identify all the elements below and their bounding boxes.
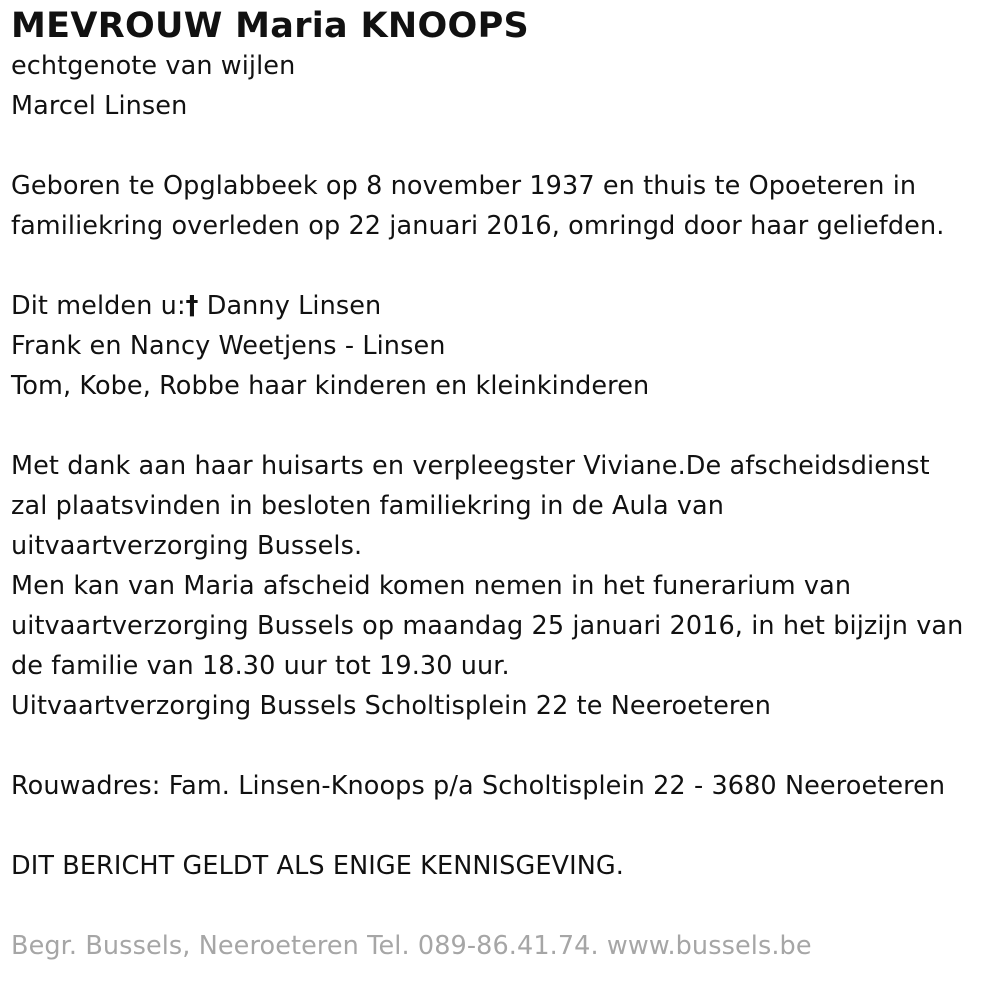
funeral-home-footer: Begr. Bussels, Neeroeteren Tel. 089-86.41.74. www.bussels.be bbox=[11, 931, 812, 961]
service-line-5: uitvaartverzorging Bussels op maandag 25 januari 2016, in het bijzijn van bbox=[11, 611, 964, 641]
service-line-1: Met dank aan haar huisarts en verpleegster Viviane.De afscheidsdienst bbox=[11, 451, 930, 481]
birth-death-line-2: familiekring overleden op 22 januari 2016, omringd door haar geliefden. bbox=[11, 211, 945, 241]
cross-icon: † bbox=[185, 291, 199, 321]
deceased-name-title: MEVROUW Maria KNOOPS bbox=[11, 6, 530, 46]
announcers-line-3: Tom, Kobe, Robbe haar kinderen en kleinkinderen bbox=[11, 371, 650, 401]
service-line-4: Men kan van Maria afscheid komen nemen in het funerarium van bbox=[11, 571, 852, 601]
spouse-line-2: Marcel Linsen bbox=[11, 91, 188, 121]
death-notice bbox=[11, 0, 996, 966]
mourning-address: Rouwadres: Fam. Linsen-Knoops p/a Scholtisplein 22 - 3680 Neeroeteren bbox=[11, 771, 946, 801]
spacer bbox=[11, 246, 996, 286]
birth-death-line-1: Geboren te Opglabbeek op 8 november 1937 en thuis te Opoeteren in bbox=[11, 171, 917, 201]
spacer bbox=[11, 126, 996, 166]
service-line-3: uitvaartverzorging Bussels. bbox=[11, 531, 363, 561]
service-line-6: de familie van 18.30 uur tot 19.30 uur. bbox=[11, 651, 510, 681]
spacer bbox=[11, 406, 996, 446]
service-line-7: Uitvaartverzorging Bussels Scholtisplein 22 te Neeroeteren bbox=[11, 691, 771, 721]
spacer bbox=[11, 806, 996, 846]
announcers-prefix: Dit melden u: bbox=[11, 291, 186, 321]
spouse-line-1: echtgenote van wijlen bbox=[11, 51, 296, 81]
announcers-name: Danny Linsen bbox=[198, 291, 382, 321]
announcers-line-2: Frank en Nancy Weetjens - Linsen bbox=[11, 331, 446, 361]
spacer bbox=[11, 726, 996, 766]
announcers-line-1 bbox=[11, 286, 996, 326]
spacer bbox=[11, 886, 996, 926]
service-line-2: zal plaatsvinden in besloten familiekring in de Aula van bbox=[11, 491, 725, 521]
sole-notice: DIT BERICHT GELDT ALS ENIGE KENNISGEVING. bbox=[11, 851, 624, 881]
